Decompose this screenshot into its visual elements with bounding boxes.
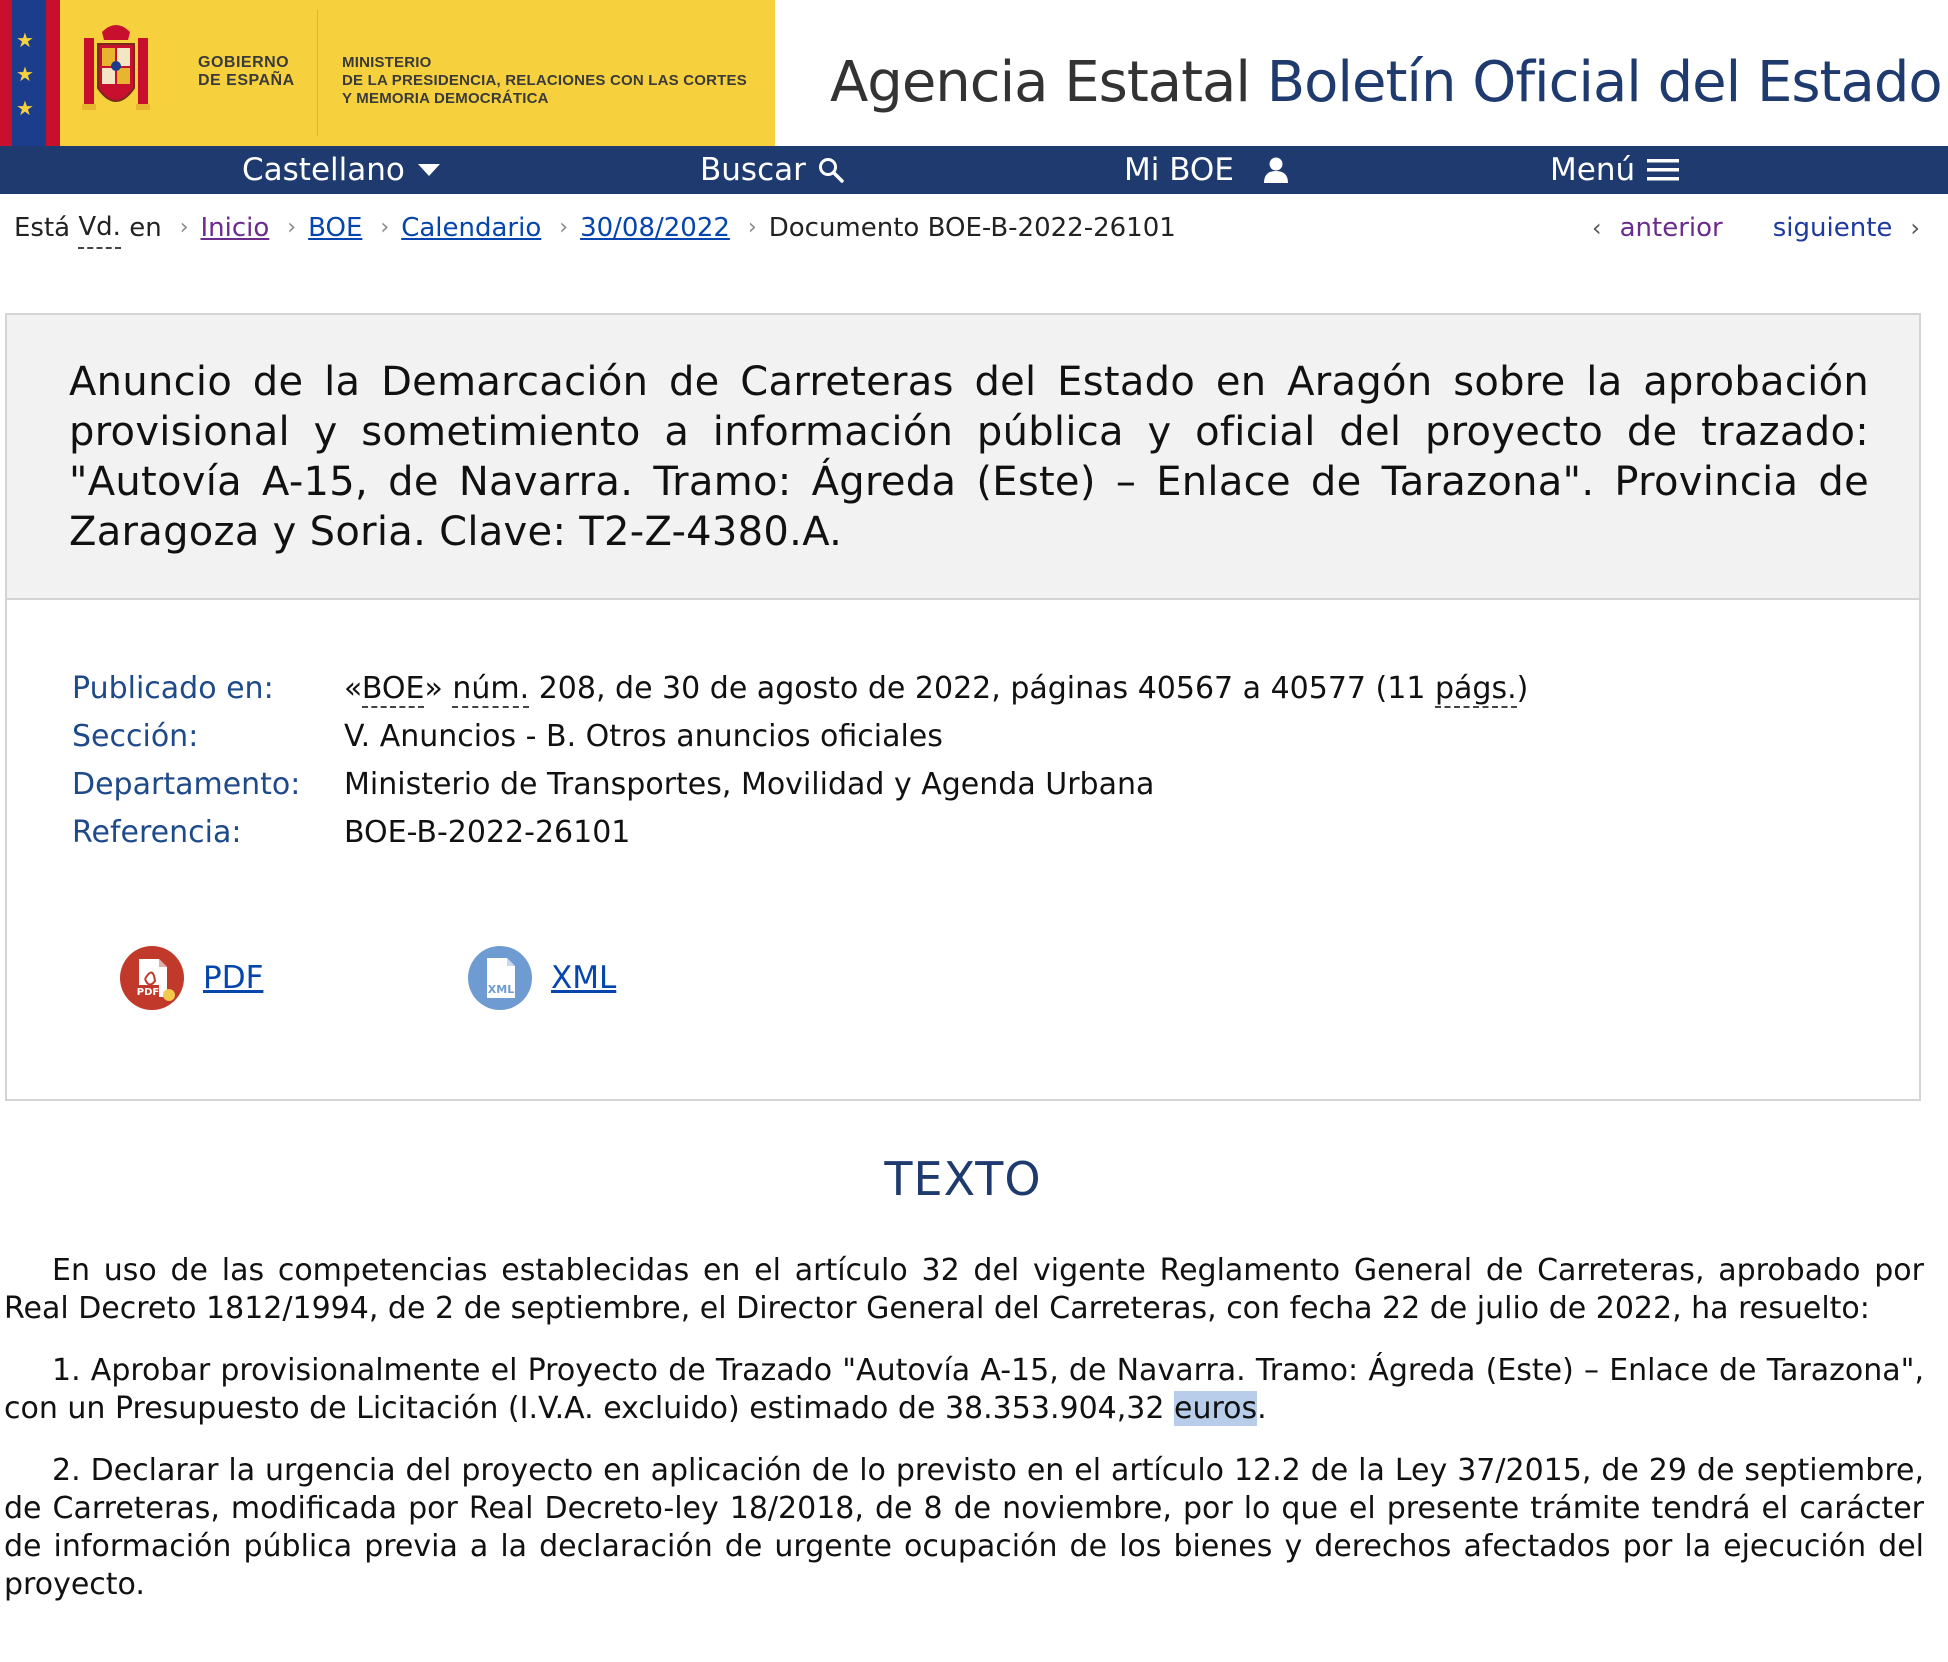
document-card (5, 313, 1921, 1101)
highlighted-text: euros (1174, 1391, 1258, 1426)
document-body (4, 1252, 1924, 1628)
site-header (0, 0, 1948, 146)
breadcrumb-current: Documento BOE-B-2022-26101 (768, 213, 1176, 243)
next-document-link[interactable]: siguiente (1772, 213, 1893, 243)
previous-document-link[interactable]: anterior (1619, 213, 1723, 243)
my-boe-label: Mi BOE (1124, 152, 1234, 188)
svg-text:XML: XML (487, 983, 515, 996)
document-metadata (72, 665, 1528, 857)
quote-close: » (424, 671, 443, 706)
coat-of-arms-icon (82, 18, 150, 122)
ministry-line-2: DE LA PRESIDENCIA, RELACIONES CON LAS CORTES (342, 72, 747, 89)
breadcrumb (14, 208, 1176, 248)
breadcrumb-home-link[interactable]: Inicio (200, 213, 270, 243)
meta-row-section (72, 713, 1528, 761)
pdf-link[interactable]: PDF (203, 960, 264, 996)
search-label: Buscar (700, 152, 806, 188)
texto-heading: TEXTO (884, 1152, 1042, 1206)
agency-name: Boletín Oficial del Estado (1266, 50, 1942, 115)
breadcrumb-abbr: Vd. (78, 207, 121, 249)
body-paragraph-3: 2. Declarar la urgencia del proyecto en aplicación de lo previsto en el artículo 12.2 de la Ley 37/2015, de 29 de septiembre, de Carreteras, modificada por Real Decreto-ley 18/2018, de 8 de noviembre, por lo que el presente trámite tendrá el carácter de información pública previa a la declaración de urgente ocupación de los bienes y derechos afectados por la ejecución del proyecto. (4, 1453, 1924, 1602)
boe-abbr: BOE (361, 671, 425, 706)
department-label: Departamento: (72, 767, 301, 802)
paragraph-2-text: 1. Aprobar provisionalmente el Proyecto de Trazado "Autovía A-15, de Navarra. Tramo: Ágreda (Este) – Enlace de Tarazona", con un Presupuesto de Licitación (I.V.A. excluido) estimado de 38.353.904,32 (4, 1353, 1924, 1426)
language-selector[interactable] (242, 146, 441, 194)
government-line-1: GOBIERNO (198, 54, 290, 71)
menu-button[interactable] (1550, 146, 1679, 194)
agency-title-link[interactable] (830, 48, 1942, 118)
eu-flag-icon: ★ ★ ★ (12, 0, 46, 146)
published-details: 208, de 30 de agosto de 2022, páginas 40567 a 40577 (11 (529, 671, 1435, 706)
main-navigation (0, 146, 1948, 194)
paragraph-2-end: . (1257, 1391, 1267, 1426)
chevron-right-icon: › (1910, 214, 1920, 242)
body-paragraph-1: En uso de las competencias establecidas en el artículo 32 del vigente Reglamento General de Carreteras, aprobado por Real Decreto 1812/1994, de 2 de septiembre, el Director General del Carreteras, con fecha 22 de julio de 2022, ha resuelto: (4, 1253, 1924, 1326)
ministry-line-1: MINISTERIO (342, 54, 432, 71)
reference-value: BOE-B-2022-26101 (344, 815, 631, 850)
pdf-download[interactable] (119, 945, 263, 1011)
breadcrumb-calendar-link[interactable]: Calendario (401, 213, 542, 243)
breadcrumb-intro: Está (14, 213, 71, 243)
breadcrumb-intro-2: en (129, 213, 162, 243)
government-label (198, 54, 295, 90)
chevron-right-icon: › (747, 215, 757, 240)
language-label: Castellano (242, 152, 405, 188)
xml-download[interactable] (467, 945, 616, 1011)
meta-row-published (72, 665, 1528, 713)
my-boe-button[interactable] (1124, 146, 1290, 194)
search-icon (818, 157, 844, 183)
body-paragraph-2 (4, 1352, 1924, 1428)
department-value: Ministerio de Transportes, Movilidad y Agenda Urbana (344, 767, 1155, 802)
ministry-label (342, 54, 747, 108)
ministry-line-3: Y MEMORIA DEMOCRÁTICA (342, 90, 549, 107)
chevron-right-icon: › (380, 215, 390, 240)
meta-row-reference (72, 809, 1528, 857)
quote-open: « (344, 671, 362, 706)
chevron-right-icon: › (559, 215, 569, 240)
published-value (344, 665, 1528, 713)
section-label: Sección: (72, 719, 199, 754)
num-abbr: núm. (452, 671, 530, 706)
pags-abbr: págs. (1434, 671, 1517, 706)
eu-flag-red-band (0, 0, 12, 146)
agency-prefix: Agencia Estatal (830, 50, 1250, 115)
breadcrumb-boe-link[interactable]: BOE (308, 213, 363, 243)
pdf-file-icon[interactable] (119, 945, 185, 1011)
xml-file-icon[interactable] (467, 945, 533, 1011)
xml-link[interactable]: XML (551, 960, 617, 996)
chevron-right-icon: › (179, 215, 189, 240)
government-banner[interactable] (0, 0, 775, 146)
menu-label: Menú (1550, 152, 1636, 188)
section-value: V. Anuncios - B. Otros anuncios oficiales (344, 719, 943, 754)
published-end: ) (1516, 671, 1529, 706)
caret-down-icon (417, 163, 441, 177)
chevron-right-icon: › (287, 215, 297, 240)
meta-row-department (72, 761, 1528, 809)
document-pager (1592, 208, 1920, 248)
government-line-2: DE ESPAÑA (198, 72, 295, 89)
search-button[interactable] (700, 146, 844, 194)
banner-divider (317, 10, 318, 136)
chevron-left-icon: ‹ (1592, 214, 1602, 242)
flag-red-band (46, 0, 60, 146)
svg-text:PDF: PDF (136, 987, 160, 998)
document-title: Anuncio de la Demarcación de Carreteras del Estado en Aragón sobre la aprobación provisional y sometimiento a información pública y oficial del proyecto de trazado: "Autovía A-15, de Navarra. Tramo: Ágreda (Este) – Enlace de Tarazona". Provincia de Zaragoza y Soria. Clave: T2-Z-4380.A. (69, 359, 1869, 555)
hamburger-menu-icon (1647, 158, 1679, 182)
document-header (7, 315, 1919, 600)
user-icon (1262, 156, 1290, 184)
published-label: Publicado en: (72, 671, 274, 706)
breadcrumb-date-link[interactable]: 30/08/2022 (580, 213, 730, 243)
reference-label: Referencia: (72, 815, 242, 850)
